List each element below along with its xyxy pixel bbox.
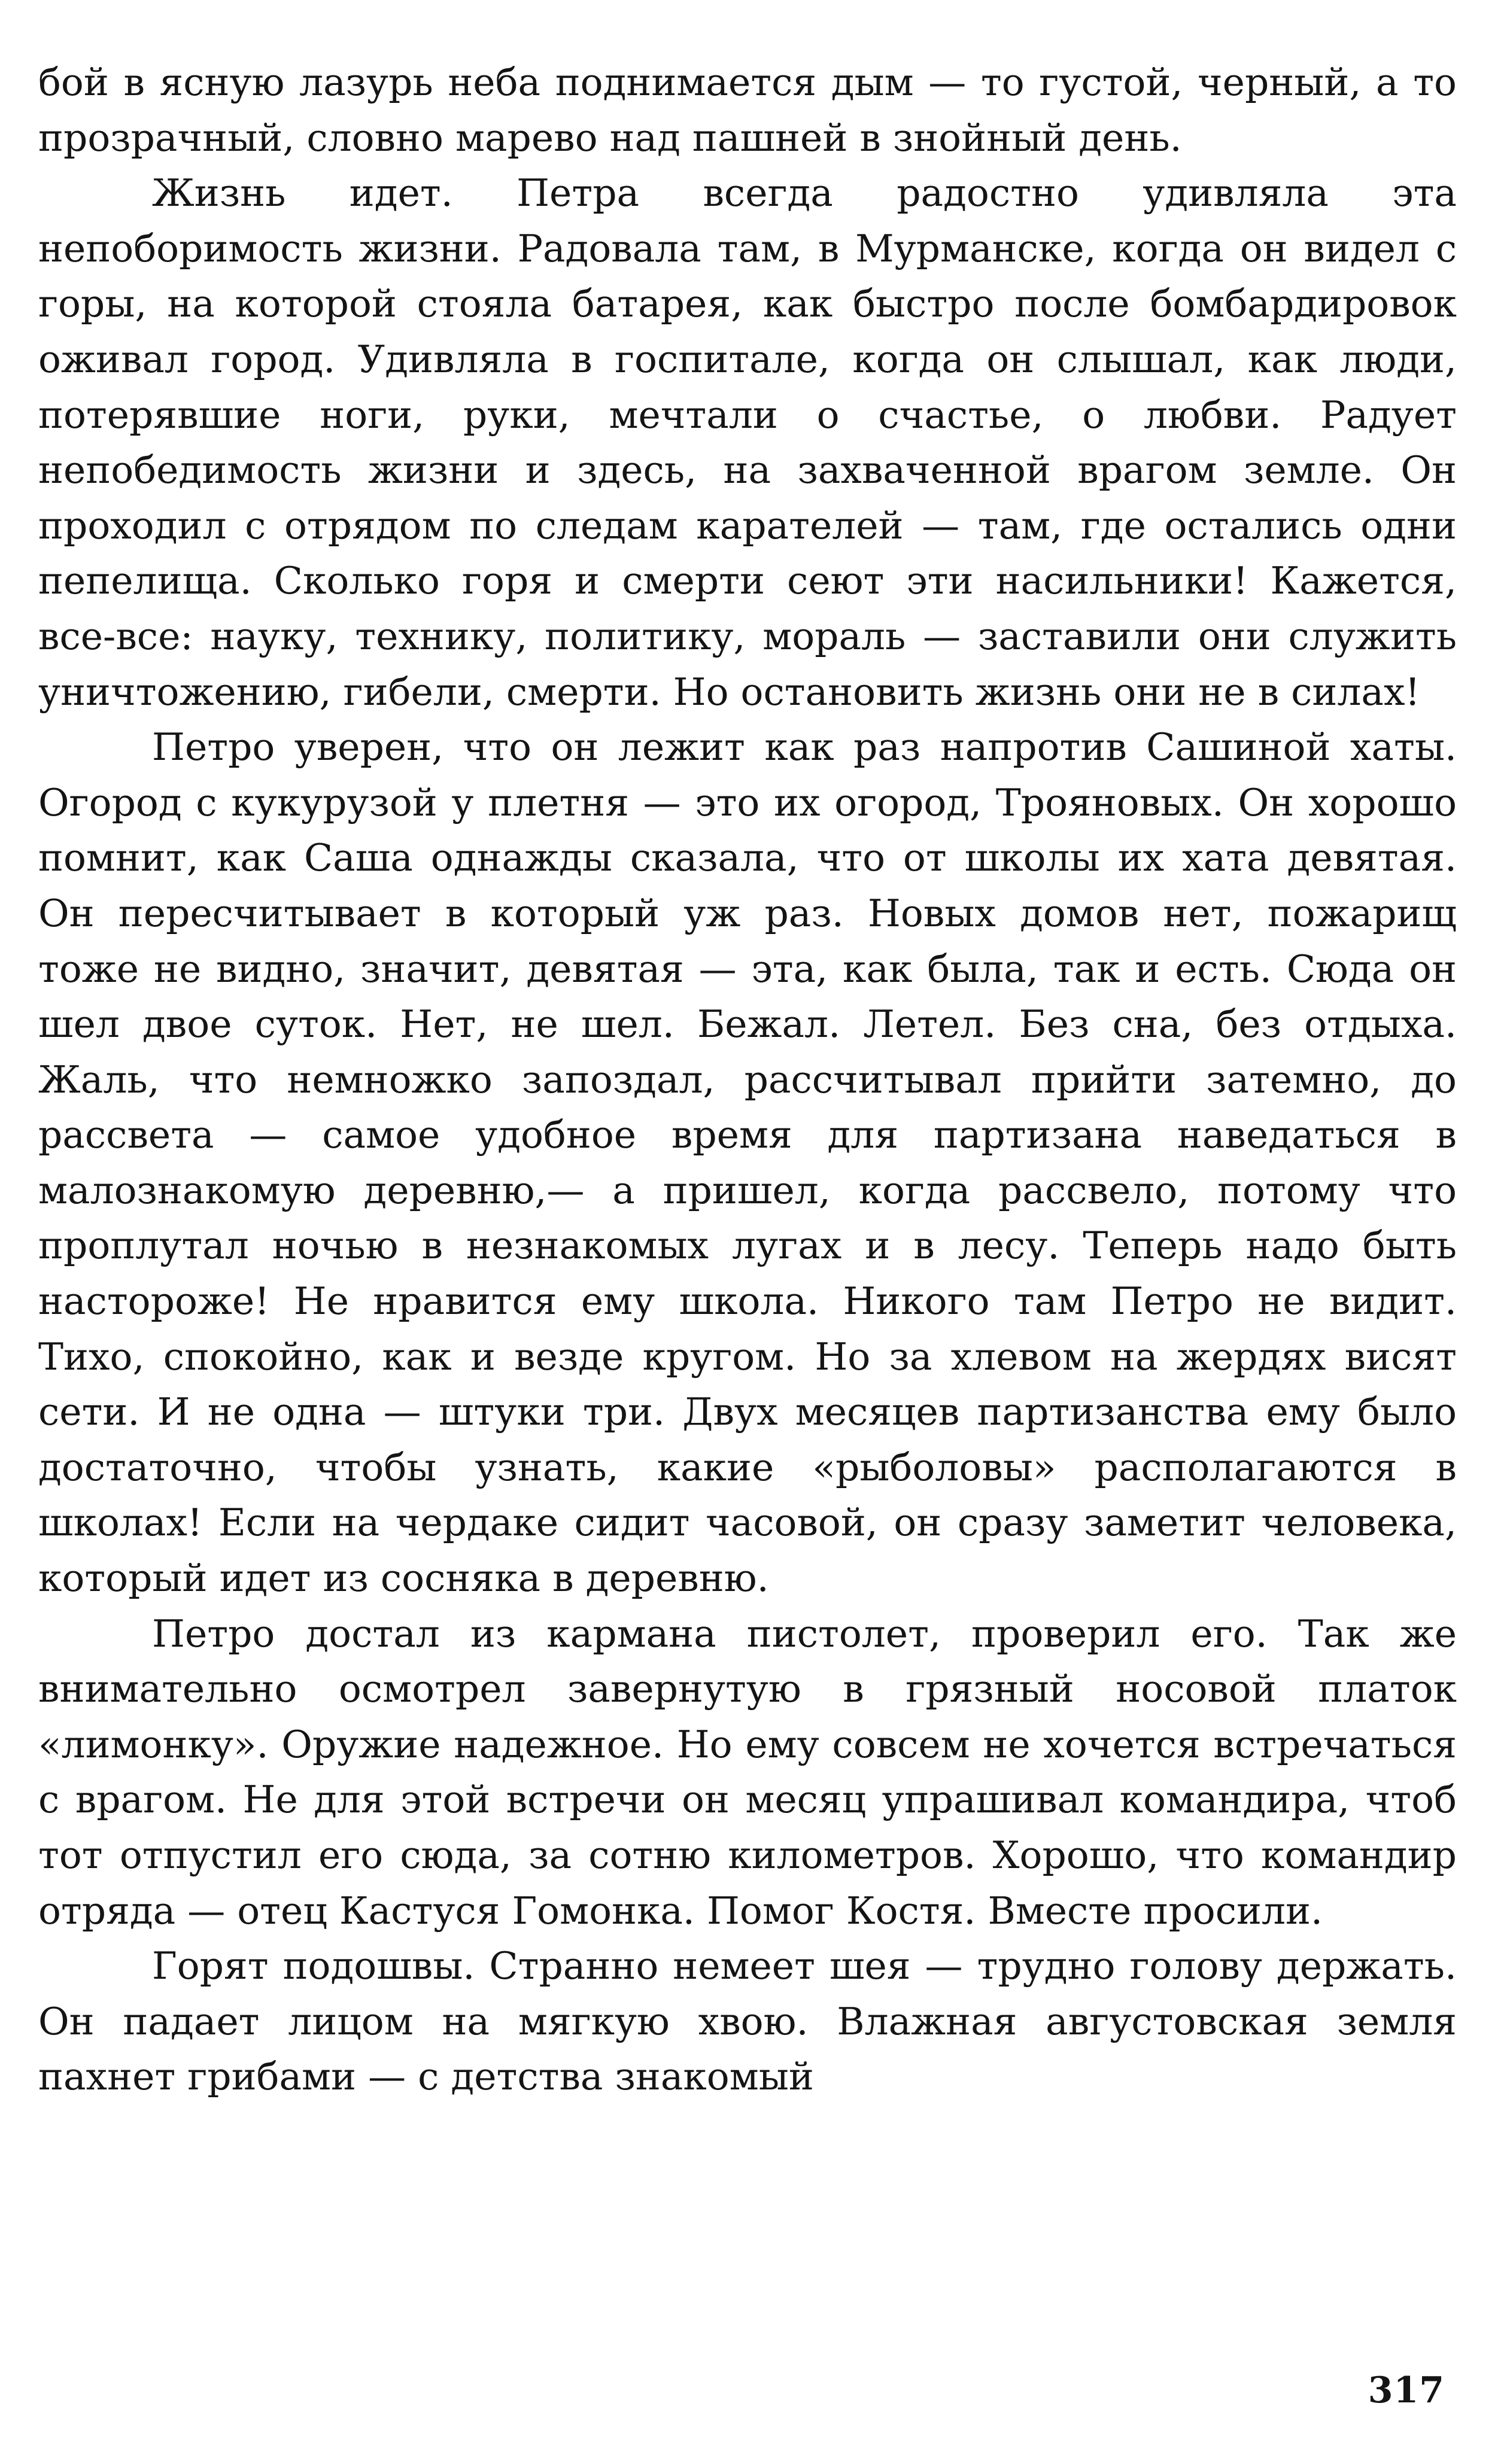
body-text [38,55,1457,2105]
paragraph: Петро уверен, что он лежит как раз напротив Сашиной хаты. Огород с кукурузой у плетня — это их огород, Трояновых. Он хорошо помнит, как Саша однажды сказала, что от школы их хата девятая. Он пересчитывает в который уж раз. Новых домов нет, пожарищ тоже не видно, значит, девятая — эта, как была, так и есть. Сюда он шел двое суток. Нет, не шел. Бежал. Летел. Без сна, без отдыха. Жаль, что немножко запоздал, рассчитывал прийти затемно, до рассвета — самое удобное время для партизана наведаться в малознакомую деревню,— а пришел, когда рассвело, потому что проплутал ночью в незнакомых лугах и в лесу. Теперь надо быть настороже! Не нравится ему школа. Никого там Петро не видит. Тихо, спокойно, как и везде кругом. Но за хлевом на жердях висят сети. И не одна — штуки три. Двух месяцев партизанства ему было достаточно, чтобы узнать, какие «рыболовы» располагаются в школах! Если на чердаке сидит часовой, он сразу заметит человека, который идет из сосняка в деревню. [38,725,1457,1601]
paragraph-continued: бой в ясную лазурь неба поднимается дым — то густой, черный, а то прозрачный, словно марево над пашней в знойный день. [38,60,1457,160]
paragraph: Петро достал из кармана пистолет, проверил его. Так же внимательно осмотрел завернутую в грязный носовой платок «лимонку». Оружие надежное. Но ему совсем не хочется встречаться с врагом. Не для этой встречи он месяц упрашивал командира, чтоб тот отпустил его сюда, за сотню километров. Хорошо, что командир отряда — отец Кастуся Гомонка. Помог Костя. Вместе просили. [38,1611,1457,1933]
paragraph: Горят подошвы. Странно немеет шея — трудно голову держать. Он падает лицом на мягкую хвою. Влажная августовская земля пахнет грибами — с детства знакомый [38,1944,1457,2099]
page-number: 317 [1368,2369,1445,2411]
paragraph: Жизнь идет. Петра всегда радостно удивляла эта непоборимость жизни. Радовала там, в Мурманске, когда он видел с горы, на которой стояла батарея, как быстро после бомбардировок оживал город. Удивляла в госпитале, когда он слышал, как люди, потерявшие ноги, руки, мечтали о счастье, о любви. Радует непобедимость жизни и здесь, на захваченной врагом земле. Он проходил с отрядом по следам карателей — там, где остались одни пепелища. Сколько горя и смерти сеют эти насильники! Кажется, все-все: науку, технику, политику, мораль — заставили они служить уничтожению, гибели, смерти. Но остановить жизнь они не в силах! [38,171,1457,714]
